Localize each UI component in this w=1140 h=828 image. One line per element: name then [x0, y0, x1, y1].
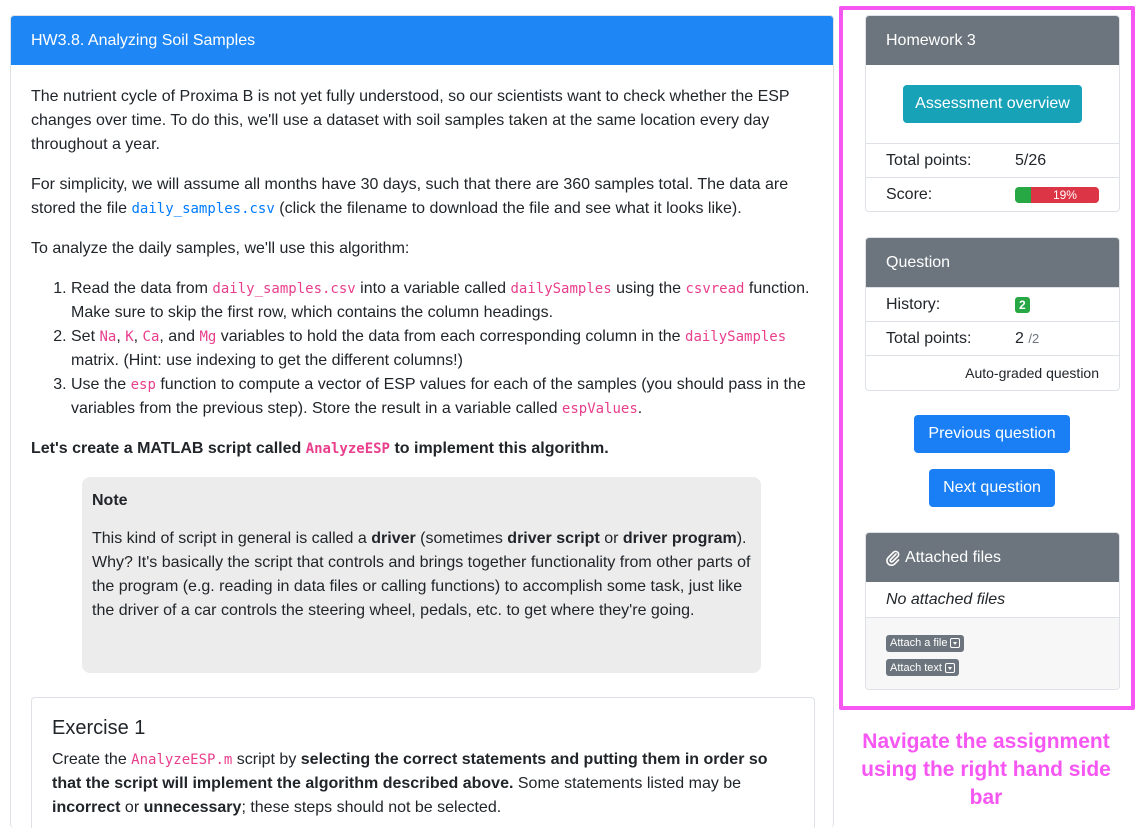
create-script-instruction: Let's create a MATLAB script called AnalyzeESP to implement this algorithm.	[31, 440, 609, 457]
assessment-overview-button[interactable]: Assessment overview	[903, 85, 1082, 123]
question-history: History: 2	[866, 287, 1119, 321]
homework-total-points: Total points: 5/26	[866, 143, 1119, 177]
previous-question-button[interactable]: Previous question	[914, 415, 1070, 453]
question-total-points: Total points: 2 /2	[866, 321, 1119, 355]
algorithm-steps	[31, 277, 813, 421]
note-title: Note	[92, 492, 128, 509]
question-body	[11, 65, 833, 673]
score-progress-percent: 19%	[1031, 187, 1099, 203]
homework-card	[865, 15, 1120, 212]
caret-down-icon	[950, 638, 960, 648]
homework-title: Homework 3	[866, 16, 1119, 65]
score-progress-bar	[1015, 187, 1099, 203]
question-paragraph-3: To analyze the daily samples, we'll use this algorithm:	[31, 240, 410, 257]
next-question-button[interactable]: Next question	[929, 469, 1055, 507]
score-progress-fill	[1015, 187, 1031, 203]
exercise-card	[31, 697, 815, 828]
attached-files-title: Attached files	[905, 548, 1002, 566]
question-title: HW3.8. Analyzing Soil Samples	[11, 16, 833, 65]
exercise-text: Create the AnalyzeESP.m script by selecting the correct statements and putting them in order so that the script will implement the algorithm described above. Some statements listed may be incorrect or unnecessary; these steps should not be selected.	[52, 751, 768, 816]
algorithm-step-2: 2. Set Na, K, Ca, and Mg variables to hold the data from each corresponding column in the dailySamples matrix. (Hint: use indexing to get the different columns!)	[71, 325, 813, 373]
attached-files-header	[866, 533, 1119, 582]
homework-score: Score: 19%	[866, 177, 1119, 211]
algorithm-step-3: 3. Use the esp function to compute a vector of ESP values for each of the samples (you should pass in the variables from the previous step). Store the result in a variable called espValues.	[71, 373, 813, 421]
attach-actions	[866, 617, 1119, 690]
history-badge[interactable]: 2	[1015, 297, 1030, 313]
question-info-card	[865, 237, 1120, 391]
question-card	[10, 15, 834, 828]
no-attached-files: No attached files	[886, 590, 1006, 608]
exercise-title: Exercise 1	[52, 717, 146, 739]
algorithm-step-1: 1. Read the data from daily_samples.csv into a variable called dailySamples using the csvread function. Make sure to skip the first row, which contains the column headings.	[71, 277, 813, 325]
caret-down-icon	[945, 663, 955, 673]
attached-files-card	[865, 532, 1120, 690]
note-text: This kind of script in general is called a driver (sometimes driver script or driver program). Why? It's basically the script that controls and brings together functionality from other parts of the program (e.g. reading in data files or calling functions) to accomplish some task, just like the driver of a car controls the steering wheel, pedals, etc. to get where they're going.	[92, 530, 751, 619]
auto-graded-label: Auto-graded question	[866, 355, 1119, 389]
attach-file-button[interactable]: Attach a file	[886, 635, 964, 652]
question-paragraph-2: For simplicity, we will assume all months have 30 days, such that there are 360 samples total. The data are stored the file daily_samples.csv (click the filename to download the file and see what it looks like).	[31, 176, 789, 217]
note-box	[82, 477, 761, 673]
question-info-title: Question	[866, 238, 1119, 287]
question-paragraph-1: The nutrient cycle of Proxima B is not yet fully understood, so our scientists want to check whether the ESP changes over time. To do this, we'll use a dataset with soil samples taken at the same location every day throughout a year.	[31, 88, 790, 153]
paperclip-icon	[886, 550, 900, 566]
daily-samples-file-link[interactable]: daily_samples.csv	[131, 201, 275, 217]
navigation-annotation: Navigate the assignment using the right hand side bar	[861, 730, 1111, 809]
attach-text-button[interactable]: Attach text	[886, 659, 959, 676]
